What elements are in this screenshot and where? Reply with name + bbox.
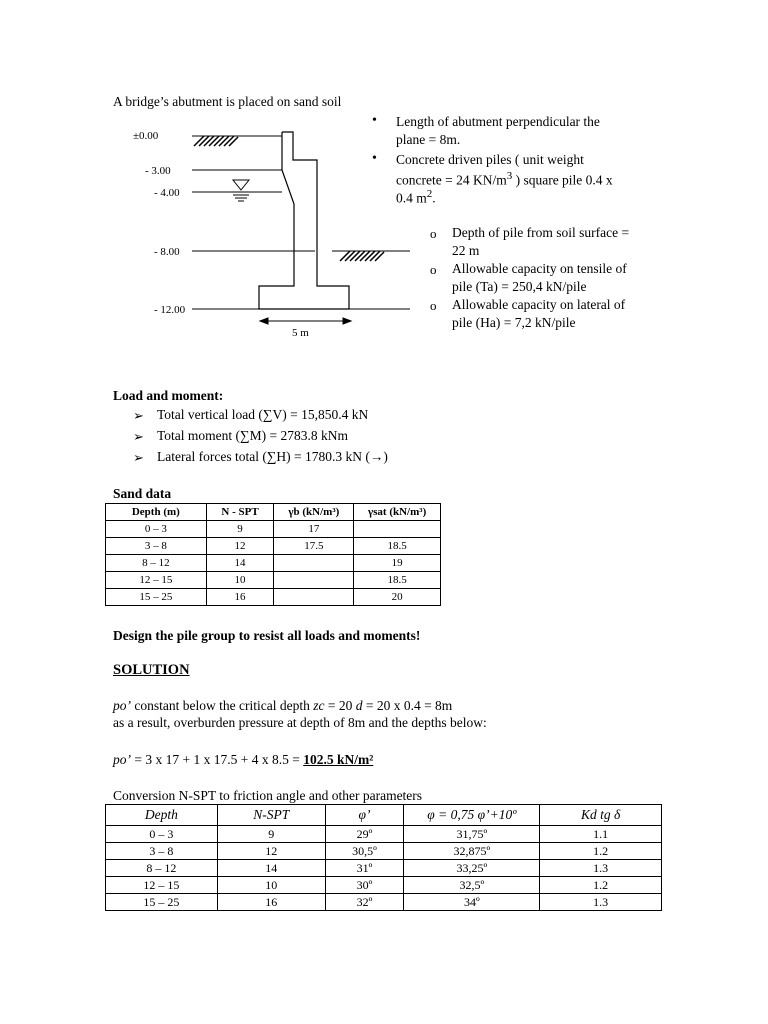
solution-title: SOLUTION [113, 662, 190, 678]
conversion-title: Conversion N-SPT to friction angle and other parameters [113, 788, 423, 803]
sand-header: N - SPT [206, 504, 274, 521]
table-cell: 1.2 [540, 843, 662, 860]
bullet-text: 0.4 $m^2$. [396, 188, 436, 206]
table-cell: 9 [206, 521, 274, 538]
table-row [106, 860, 662, 877]
conversion-header: N-SPT [217, 805, 325, 826]
table-cell: 0 – 3 [106, 521, 207, 538]
loads-title: Load and moment: [113, 388, 224, 403]
level-label-8: - 8.00 [154, 246, 180, 258]
table-cell: 17.5 [274, 538, 354, 555]
dimension-label: 5 m [292, 327, 309, 339]
conversion-header: φ = 0,75 φ’+10º [404, 805, 540, 826]
solution-line-2: as a result, overburden pressure at depth of 8m and the depths below: [113, 715, 487, 730]
table-row [106, 826, 662, 843]
solution-line-1: po’ constant below the critical depth zc = 20 d = 20 x 0.4 = 8m [113, 698, 453, 713]
abutment-diagram [120, 120, 410, 345]
bullet-icon: • [372, 151, 377, 166]
level-label-12: - 12.00 [154, 304, 186, 316]
sub-bullet-text: Depth of pile from soil surface = [452, 225, 630, 240]
level-label-3: - 3.00 [145, 165, 171, 177]
sand-header: γsat (kN/m³) [354, 504, 441, 521]
arrow-bullet-icon: ➢ [133, 408, 144, 423]
sub-bullet-icon: o [430, 298, 437, 313]
conversion-header: Depth [106, 805, 218, 826]
table-cell: 20 [354, 589, 441, 606]
table-cell: 30º [325, 877, 404, 894]
table-cell: 16 [217, 894, 325, 911]
conversion-table [105, 804, 662, 911]
table-row [106, 877, 662, 894]
table-cell: 3 – 8 [106, 843, 218, 860]
table-cell: 18.5 [354, 538, 441, 555]
table-cell: 8 – 12 [106, 860, 218, 877]
arrow-bullet-icon: ➢ [133, 429, 144, 444]
table-cell: 12 [206, 538, 274, 555]
sub-bullet-text: pile (Ta) = 250,4 kN/pile [452, 279, 587, 294]
sub-bullet-icon: o [430, 226, 437, 241]
table-cell [354, 521, 441, 538]
bullet-text: Length of abutment perpendicular the [396, 114, 600, 129]
table-cell: 17 [274, 521, 354, 538]
level-label-0: ±0.00 [133, 130, 159, 142]
table-cell: 10 [217, 877, 325, 894]
design-statement: Design the pile group to resist all loads and moments! [113, 628, 421, 643]
table-cell: 32º [325, 894, 404, 911]
table-cell: 14 [217, 860, 325, 877]
table-cell: 30,5º [325, 843, 404, 860]
table-cell: 10 [206, 572, 274, 589]
table-cell: 9 [217, 826, 325, 843]
ground-hatch-top [193, 136, 238, 146]
table-cell: 3 – 8 [106, 538, 207, 555]
table-cell: 14 [206, 555, 274, 572]
table-cell: 8 – 12 [106, 555, 207, 572]
load-item: Total moment (∑M) = 2783.8 kNm [157, 428, 349, 443]
sub-bullet-text: 22 m [452, 243, 480, 258]
table-cell: 1.3 [540, 860, 662, 877]
table-cell [274, 555, 354, 572]
overburden-equation: po’ = 3 x 17 + 1 x 17.5 + 4 x 8.5 = 102.5 kN/m² [113, 752, 374, 767]
table-cell: 1.2 [540, 877, 662, 894]
table-cell [274, 589, 354, 606]
sand-header: Depth (m) [106, 504, 207, 521]
table-cell: 12 [217, 843, 325, 860]
table-row [106, 538, 441, 555]
dimension-arrow [260, 318, 351, 324]
sand-data-table [105, 503, 441, 606]
sand-data-title: Sand data [113, 486, 172, 501]
conversion-header: Kd tg δ [540, 805, 662, 826]
level-label-4: - 4.00 [154, 187, 180, 199]
sub-bullet-text: pile (Ha) = 7,2 kN/pile [452, 315, 576, 330]
sub-bullet-text: Allowable capacity on tensile of [452, 261, 627, 276]
abutment-outline [259, 132, 349, 309]
ground-hatch-front [340, 251, 384, 261]
bullet-text: plane = 8m. [396, 132, 461, 147]
table-row [106, 555, 441, 572]
load-item: Total vertical load (∑V) = 15,850.4 kN [157, 407, 369, 422]
table-cell [274, 572, 354, 589]
table-cell: 1.3 [540, 894, 662, 911]
sub-bullet-icon: o [430, 262, 437, 277]
sub-bullet-text: Allowable capacity on lateral of [452, 297, 626, 312]
table-cell: 31,75º [404, 826, 540, 843]
table-row [106, 589, 441, 606]
table-cell: 15 – 25 [106, 894, 218, 911]
table-cell: 29º [325, 826, 404, 843]
table-cell: 31º [325, 860, 404, 877]
conversion-header: φ’ [325, 805, 404, 826]
table-cell: 12 – 15 [106, 572, 207, 589]
arrow-bullet-icon: ➢ [133, 450, 144, 465]
load-item: Lateral forces total (∑H) = 1780.3 kN (→) [157, 449, 388, 464]
table-cell: 34º [404, 894, 540, 911]
table-cell: 32,5º [404, 877, 540, 894]
table-cell: 32,875º [404, 843, 540, 860]
table-cell: 0 – 3 [106, 826, 218, 843]
sand-header: γb (kN/m³) [274, 504, 354, 521]
bullet-icon: • [372, 113, 377, 128]
table-cell: 33,25º [404, 860, 540, 877]
table-row [106, 894, 662, 911]
bullet-text: concrete = 24 $KN/m^3$ ) square pile 0.4 x [396, 170, 613, 188]
table-cell: 19 [354, 555, 441, 572]
table-row [106, 572, 441, 589]
table-cell: 15 – 25 [106, 589, 207, 606]
water-table-icon [233, 180, 249, 201]
table-cell: 12 – 15 [106, 877, 218, 894]
table-row [106, 521, 441, 538]
bullet-text: Concrete driven piles ( unit weight [396, 152, 584, 167]
table-cell: 18.5 [354, 572, 441, 589]
table-cell: 1.1 [540, 826, 662, 843]
table-cell: 16 [206, 589, 274, 606]
table-row [106, 843, 662, 860]
intro-text: A bridge’s abutment is placed on sand soil [113, 94, 342, 109]
